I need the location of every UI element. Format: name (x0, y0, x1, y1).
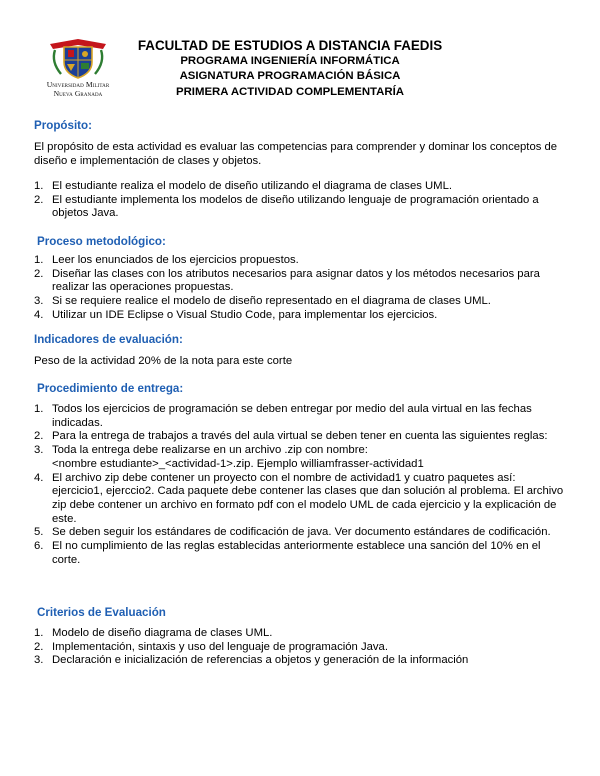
university-logo (36, 36, 120, 99)
delivery-heading: Procedimiento de entrega: (37, 382, 184, 395)
university-crest-icon (47, 36, 109, 80)
university-name-line1: Universidad Militar (46, 80, 110, 89)
list-item: 6. El no cumplimiento de las reglas establecidas anteriormente establece una sanción del 10% en el corte. (34, 540, 541, 566)
list-item: 2. El estudiante implementa los modelos de diseño utilizando lenguaje de programación orientado a objetos Java. (34, 193, 539, 220)
list-item: 4. Utilizar un IDE Eclipse o Visual Studio Code, para implementar los ejercicios. (34, 308, 438, 321)
list-item: 3. Si se requiere realice el modelo de diseño representado en el diagrama de clases UML. (34, 295, 491, 308)
activity-title: PRIMERA ACTIVIDAD COMPLEMENTARÍA (175, 85, 405, 98)
criteria-list (34, 627, 568, 668)
purpose-heading: Propósito: (34, 119, 92, 132)
list-item: 2. Diseñar las clases con los atributos necesarios para asignar datos y los métodos necesarios para realizar las operaciones propuestas. (34, 267, 540, 294)
purpose-list (34, 180, 568, 221)
methodology-heading: Proceso metodológico: (37, 235, 166, 248)
indicators-text: Peso de la actividad 20% de la nota para este corte (34, 355, 293, 367)
list-item: 1. Modelo de diseño diagrama de clases UML. (34, 627, 273, 639)
methodology-list (34, 254, 568, 323)
list-item: 4. El archivo zip debe contener un proyecto con el nombre de actividad1 y cuatro paquetes así: ejercicio1, ejerccio2. Cada paquete debe contener las clases que dan solución al problema. El archivo zip debe contener un archivo en formato pdf con el modelo UML de cada ejercicio y la explicación de este. (34, 471, 564, 525)
list-item: 3. Declaración e inicialización de referencias a objetos y generación de la información (34, 654, 469, 667)
document-header (120, 37, 460, 100)
list-item: 1. Leer los enunciados de los ejercicios propuestos. (34, 254, 299, 266)
indicators-heading: Indicadores de evaluación: (34, 333, 183, 346)
university-name-line2: Nueva Granada (53, 89, 103, 99)
delivery-list (34, 403, 568, 567)
list-item: 1. El estudiante realiza el modelo de diseño utilizando el diagrama de clases UML. (34, 180, 453, 192)
list-item: 3. Toda la entrega debe realizarse en un archivo .zip con nombre: <nombre estudiante>_<actividad-1>.zip. Ejemplo williamfrasser-actividad1 (34, 444, 424, 470)
list-item: 5. Se deben seguir los estándares de codificación de java. Ver documento estándares de codificación. (34, 526, 551, 539)
purpose-text: El propósito de esta actividad es evaluar las competencias para comprender y dominar los conceptos de diseño e implementación de clases y objetos. (34, 141, 558, 168)
list-item: 2. Implementación, sintaxis y uso del lenguaje de programación Java. (34, 640, 388, 653)
faculty-title: FACULTAD DE ESTUDIOS A DISTANCIA FAEDIS (137, 38, 443, 53)
criteria-heading: Criterios de Evaluación (37, 606, 166, 619)
list-item: 1. Todos los ejercicios de programación se deben entregar por medio del aula virtual en las fechas indicadas. (34, 403, 532, 429)
program-title: PROGRAMA INGENIERÍA INFORMÁTICA (180, 55, 400, 67)
subject-title: ASIGNATURA PROGRAMACIÓN BÁSICA (179, 70, 401, 83)
list-item: 2. Para la entrega de trabajos a través del aula virtual se deben tener en cuenta las siguientes reglas: (34, 430, 548, 443)
